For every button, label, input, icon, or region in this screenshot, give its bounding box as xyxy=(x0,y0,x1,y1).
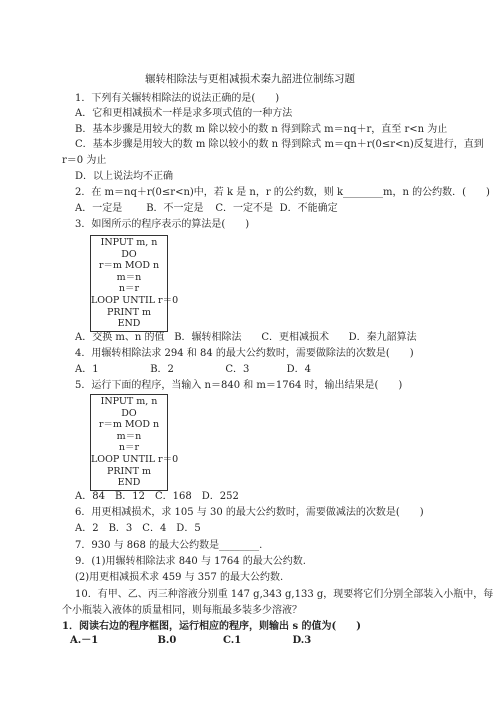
q4-stem: 4．用辗转相除法求 294 和 84 的最大公约数时，需要做除法的次数是( ) xyxy=(75,348,414,359)
q2-option-a: A．一定是 xyxy=(75,203,123,214)
code-line: LOOP UNTIL r＝0 xyxy=(91,294,179,306)
q10-line1: 10．有甲、乙、丙三种溶液分别重 147 g,343 g,133 g，现要将它们分别全部装入小瓶中，每 xyxy=(75,589,494,600)
code-line: r＝m MOD n xyxy=(98,260,160,272)
q1-option-c-line2: r＝0 为止 xyxy=(62,155,107,166)
q5-stem: 5．运行下面的程序，当输入 n＝840 和 m＝1764 时，输出结果是( ) xyxy=(75,380,403,391)
q1-option-b: B．基本步骤是用较大的数 m 除以较小的数 n 得到除式 m＝nq＋r，直至 r<n 为止 xyxy=(75,124,448,135)
q4-option-a: A．1 xyxy=(75,364,99,375)
q11-stem: 1．阅读右边的程序框图，运行相应的程序，则输出 s 的值为( ) xyxy=(62,621,362,632)
q3-option-d: D．秦九韶算法 xyxy=(348,332,417,343)
code-line: n＝r xyxy=(118,283,140,295)
q4-option-d: D．4 xyxy=(286,364,311,375)
q1-option-d: D．以上说法均不正确 xyxy=(75,171,174,182)
q3-stem: 3．如图所示的程序表示的算法是( ) xyxy=(75,219,250,230)
code-line: DO xyxy=(121,248,137,260)
code-line: PRINT m xyxy=(107,306,151,318)
q3-option-b: B．辗转相除法 xyxy=(174,332,242,343)
code-line: INPUT m, n xyxy=(100,237,158,248)
q6-options: A．2 B．3 C．4 D．5 xyxy=(75,523,201,534)
q3-program-box xyxy=(90,235,179,332)
code-line: PRINT m xyxy=(107,465,151,477)
q11-option-a: A.－1 xyxy=(70,635,99,646)
q1-option-a: A．它和更相减损术一样是求多项式值的一种方法 xyxy=(75,108,293,119)
page-title: 辗转相除法与更相减损术秦九韶进位制练习题 xyxy=(145,73,355,85)
q9-part2: (2)用更相减损术求 459 与 357 的最大公约数. xyxy=(75,572,284,583)
q3-option-a: A．交换 m、n 的值 xyxy=(75,332,165,343)
q3-option-c: C．更相减损术 xyxy=(261,332,330,343)
q2-option-b: B．不一定是 xyxy=(146,203,204,214)
q7-stem: 7．930 与 868 的最大公约数是________. xyxy=(75,540,263,551)
code-line: LOOP UNTIL r＝0 xyxy=(91,453,179,465)
q2-stem: 2．在 m＝nq＋r(0≤r<n)中，若 k 是 n，r 的公约数，则 k________m，n 的公约数．( ) xyxy=(75,187,490,198)
q11-option-b: B.0 xyxy=(157,635,177,646)
q5-program-box xyxy=(90,394,179,491)
code-line: INPUT m, n xyxy=(100,396,158,407)
q11-option-d: D.3 xyxy=(292,635,312,646)
q2-option-c: C．一定不是 xyxy=(215,203,274,214)
q2-options xyxy=(75,202,338,216)
code-line: m＝n xyxy=(116,430,142,442)
q11-options xyxy=(70,634,311,648)
code-line: END xyxy=(117,477,141,489)
q4-option-c: C．3 xyxy=(225,364,250,375)
q1-option-c-line1: C．基本步骤是用较大的数 m 除以较小的数 n 得到除式 m＝qn＋r(0≤r<n)反复进行，直到 xyxy=(75,139,484,150)
q11-option-c: C.1 xyxy=(222,635,242,646)
q10-line2: 个小瓶装入液体的质量相同，则每瓶最多装多少溶液？ xyxy=(62,605,302,616)
q4-options xyxy=(75,363,311,377)
q3-options xyxy=(75,331,417,345)
q1-stem: 1．下列有关辗转相除法的说法正确的是( ) xyxy=(75,93,280,104)
q9-part1: 9．(1)用辗转相除法求 840 与 1764 的最大公约数. xyxy=(75,556,306,567)
code-line: DO xyxy=(121,407,137,419)
q2-option-d: D．不能确定 xyxy=(279,203,338,214)
q4-option-b: B．2 xyxy=(150,364,174,375)
code-line: r＝m MOD n xyxy=(98,419,160,431)
code-line: END xyxy=(117,318,141,330)
code-line: m＝n xyxy=(116,271,142,283)
q6-stem: 6．用更相减损术，求 105 与 30 的最大公约数时，需要做减法的次数是( ) xyxy=(75,507,424,518)
q5-options: A．84 B．12 C．168 D．252 xyxy=(75,491,239,502)
code-line: n＝r xyxy=(118,442,140,454)
